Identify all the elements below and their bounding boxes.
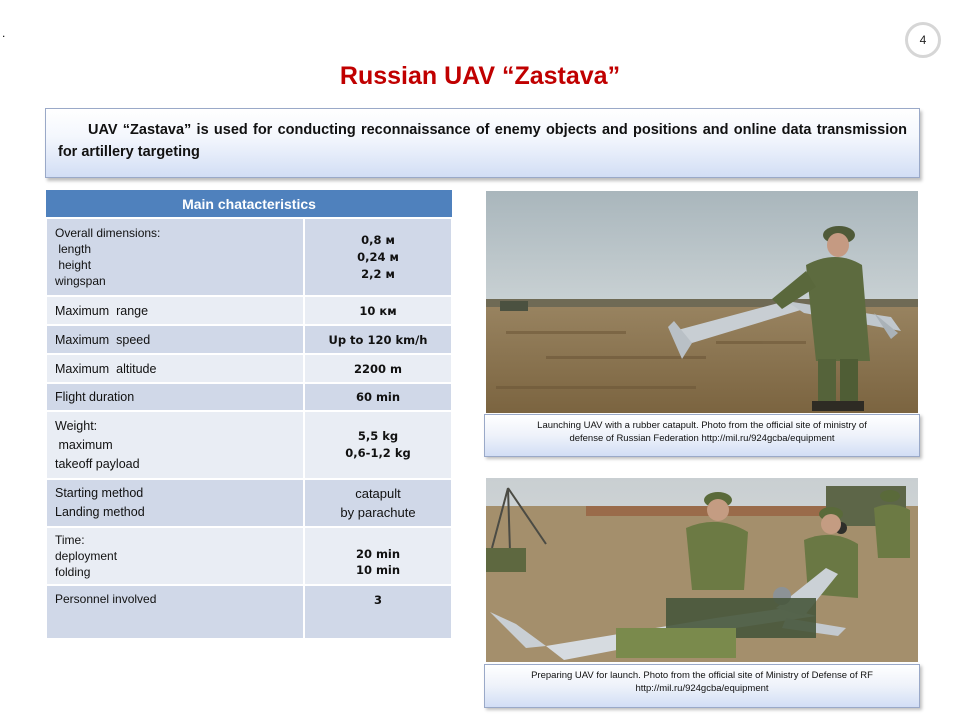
table-row <box>46 383 452 411</box>
label-line: length <box>55 242 92 256</box>
launch-photo-caption <box>484 414 920 457</box>
caption-line: Preparing UAV for launch. Photo from the official site of Ministry of Defense of RF <box>531 670 873 681</box>
row-value-time <box>304 527 452 585</box>
prepare-photo <box>486 478 918 662</box>
label-line: height <box>55 258 92 272</box>
table-row <box>46 585 452 639</box>
row-label-time <box>46 527 304 585</box>
label-line: Starting method <box>55 486 144 500</box>
row-label-flight-duration: Flight duration <box>46 383 304 411</box>
value-line: 0,24 м <box>357 249 399 264</box>
row-label-range: Maximum range <box>46 296 304 325</box>
caption-line: Launching UAV with a rubber catapult. Photo from the official site of ministry of <box>537 420 867 431</box>
corner-mark: . <box>2 26 6 40</box>
label-line: folding <box>55 565 91 579</box>
table-header-row <box>46 190 452 218</box>
row-value-weight <box>304 411 452 479</box>
label-line: Time: <box>55 533 85 547</box>
value-line: 2,2 м <box>361 266 395 281</box>
page-title: Russian UAV “Zastava” <box>339 62 621 90</box>
row-label-personnel: Personnel involved <box>46 585 304 639</box>
value-line: 10 min <box>355 563 401 577</box>
row-label-dimensions <box>46 218 304 296</box>
value-line: catapult <box>355 486 401 501</box>
row-label-speed: Maximum speed <box>46 325 304 354</box>
caption-line: defense of Russian Federation http://mil.ru/924gcba/equipment <box>569 433 835 444</box>
value-line: 20 min <box>355 547 401 561</box>
label-line: maximum <box>55 437 113 452</box>
label-line: Landing method <box>55 505 145 519</box>
value-line: 0,6-1,2 kg <box>345 446 411 460</box>
value-line: 0,8 м <box>361 232 395 247</box>
label-line: wingspan <box>55 274 106 288</box>
row-value-personnel: 3 <box>304 585 452 639</box>
label-line: takeoff payload <box>55 456 140 471</box>
row-value-range: 10 км <box>304 296 452 325</box>
page-number: 4 <box>919 33 927 47</box>
launch-photo-illustration <box>486 191 918 413</box>
row-value-altitude: 2200 m <box>304 354 452 383</box>
row-label-altitude: Maximum altitude <box>46 354 304 383</box>
prepare-photo-caption <box>484 664 920 708</box>
characteristics-table <box>45 190 453 640</box>
value-line: 5,5 kg <box>357 429 399 443</box>
table-row <box>46 527 452 585</box>
table-row <box>46 411 452 479</box>
row-value-speed: Up to 120 km/h <box>304 325 452 354</box>
table-row <box>46 296 452 325</box>
intro-box <box>45 108 920 178</box>
launch-photo <box>486 191 918 413</box>
value-line: by parachute <box>340 505 416 520</box>
table-row <box>46 218 452 296</box>
label-line: Weight: <box>55 418 98 433</box>
row-label-weight <box>46 411 304 479</box>
caption-line: http://mil.ru/924gcba/equipment <box>635 683 769 694</box>
row-value-dimensions <box>304 218 452 296</box>
table-row <box>46 354 452 383</box>
table-header: Main chatacteristics <box>46 190 452 218</box>
row-value-methods <box>304 479 452 527</box>
prepare-photo-illustration <box>486 478 918 662</box>
row-label-methods <box>46 479 304 527</box>
page-number-badge <box>905 22 941 58</box>
label-line: Overall dimensions: <box>55 226 161 240</box>
table-row <box>46 479 452 527</box>
row-value-flight-duration: 60 min <box>304 383 452 411</box>
label-line: deployment <box>55 549 118 563</box>
table-row <box>46 325 452 354</box>
intro-text: UAV “Zastava” is used for conducting reconnaissance of enemy objects and positions and online data transmission for artillery targeting <box>58 122 907 160</box>
